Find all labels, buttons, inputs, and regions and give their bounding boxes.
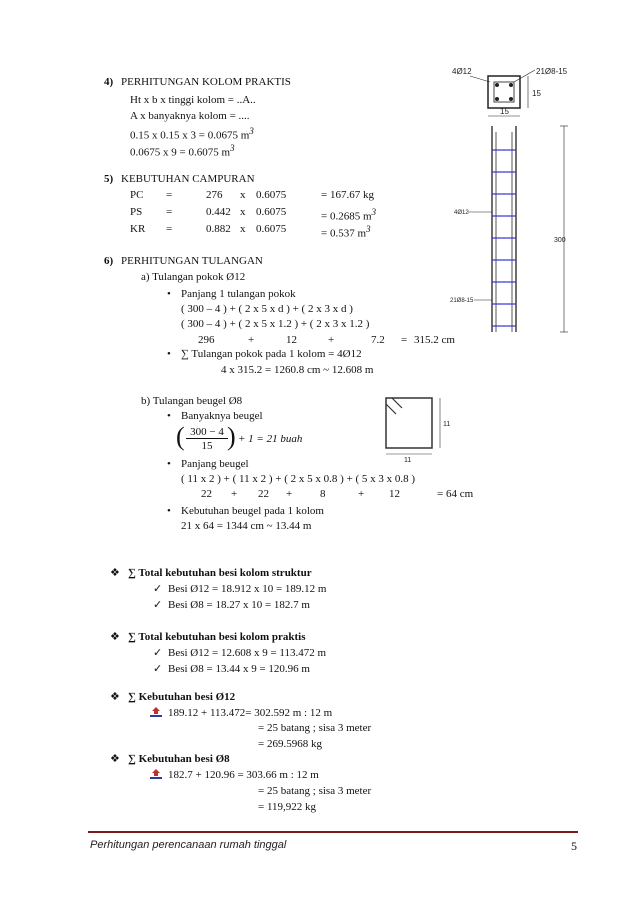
checkmark-icon: ✓ [153, 583, 163, 595]
sum-result: = 64 cm [437, 488, 474, 500]
sum-op: + [328, 334, 335, 346]
d8-batang: = 25 batang ; sisa 3 meter [258, 785, 372, 797]
checkmark-icon: ✓ [153, 599, 163, 611]
total-praktis-title: ∑ Total kebutuhan besi kolom praktis [128, 631, 306, 643]
struktur-d8: Besi Ø8 = 18.27 x 10 = 182.7 m [168, 599, 310, 611]
paren-right: ) [227, 422, 236, 451]
s4-line-4: 0.0675 x 9 = 0.6075 $m^3$ [130, 143, 235, 159]
label-left-mid: 4Ø12 [454, 210, 469, 216]
sum-term: 12 [389, 488, 400, 500]
d12-batang: = 25 batang ; sisa 3 meter [258, 722, 372, 734]
mix-result: = 167.67 kg [321, 189, 374, 201]
dim-bottom: 15 [500, 107, 509, 116]
dim-side: 15 [532, 89, 541, 98]
arrow-bullet-icon [150, 707, 162, 718]
fraction-denominator: 15 [201, 440, 213, 452]
mix-a: 0.882 [206, 223, 231, 235]
fraction-rest: + 1 = 21 buah [238, 433, 303, 445]
mix-result: = 0.537 $m^3$ [321, 224, 371, 240]
stirrup-bottom-dim: 11 [404, 457, 412, 464]
section-4-heading: PERHITUNGAN KOLOM PRAKTIS [121, 76, 291, 88]
mix-material: PC [130, 189, 144, 201]
tulangan-beugel-label: b) Tulangan beugel Ø8 [141, 395, 243, 407]
page-number: 5 [571, 839, 577, 853]
mix-b: 0.6075 [256, 206, 287, 218]
paren-left: ( [176, 422, 185, 451]
mix-eq: = [166, 189, 173, 201]
pokok-formula-2: ( 300 – 4 ) + ( 2 x 5 x 1.2 ) + ( 2 x 3 x 1.2 ) [181, 318, 370, 330]
label-top-left: 4Ø12 [452, 67, 472, 76]
mix-eq: = [166, 206, 173, 218]
s4-line-3: 0.15 x 0.15 x 3 = 0.0675 $m^3$ [130, 126, 254, 142]
tulangan-pokok-label: a) Tulangan pokok Ø12 [141, 271, 246, 283]
mix-eq: = [166, 223, 173, 235]
praktis-d8: Besi Ø8 = 13.44 x 9 = 120.96 m [168, 663, 310, 675]
section-6-heading: PERHITUNGAN TULANGAN [121, 255, 263, 267]
s4-line-2: A x banyaknya kolom = .... [130, 110, 250, 122]
section-5-number: 5) [104, 173, 114, 185]
mix-a: 276 [206, 189, 223, 201]
mix-b: 0.6075 [256, 223, 287, 235]
stirrup-outline [386, 398, 432, 448]
sum-term: 12 [286, 334, 297, 346]
pokok-total-calc: 4 x 315.2 = 1260.8 cm ~ 12.608 m [221, 364, 374, 376]
mix-b: 0.6075 [256, 189, 287, 201]
mix-material: KR [130, 223, 146, 235]
kebutuhan-d8-title: ∑ Kebutuhan besi Ø8 [128, 753, 230, 765]
bullet-panjang-beugel: • Panjang beugel [181, 458, 249, 471]
d12-calc: 189.12 + 113.472= 302.592 m : 12 m [168, 707, 333, 719]
diamond-bullet-icon: ❖ [110, 567, 120, 579]
d12-weight: = 269.5968 kg [258, 738, 322, 750]
sum-op: + [358, 488, 365, 500]
label-left-low: 21Ø8-15 [450, 298, 474, 304]
fraction-numerator: 300 − 4 [186, 426, 228, 439]
height-dimension: 300 [554, 237, 566, 244]
sum-term: 22 [201, 488, 212, 500]
bullet-banyaknya-beugel: • Banyaknya beugel [181, 410, 263, 423]
kebutuhan-d12-title: ∑ Kebutuhan besi Ø12 [128, 691, 236, 703]
mix-result: = 0.2685 $m^3$ [321, 207, 377, 223]
diamond-bullet-icon: ❖ [110, 631, 120, 643]
bullet-panjang-pokok: • Panjang 1 tulangan pokok [181, 288, 296, 301]
bullet-total-pokok: • ∑ Tulangan pokok pada 1 kolom = 4Ø12 [181, 348, 362, 361]
diamond-bullet-icon: ❖ [110, 691, 120, 703]
pokok-formula-1: ( 300 – 4 ) + ( 2 x 5 x d ) + ( 2 x 3 x d ) [181, 303, 353, 315]
sum-op: + [231, 488, 238, 500]
bullet-kebutuhan-beugel: • Kebutuhan beugel pada 1 kolom [181, 505, 324, 518]
struktur-d12: Besi Ø12 = 18.912 x 10 = 189.12 m [168, 583, 327, 595]
mix-op: x [240, 189, 246, 201]
checkmark-icon: ✓ [153, 663, 163, 675]
checkmark-icon: ✓ [153, 647, 163, 659]
section-4-number: 4) [104, 76, 114, 88]
section-5-heading: KEBUTUHAN CAMPURAN [121, 173, 255, 185]
sum-term: 8 [320, 488, 326, 500]
s4-line-1: Ht x b x tinggi kolom = ..A.. [130, 94, 256, 106]
mix-material: PS [130, 206, 143, 218]
sum-term: 22 [258, 488, 269, 500]
sum-term: 7.2 [371, 334, 385, 346]
sum-op: + [286, 488, 293, 500]
mix-a: 0.442 [206, 206, 231, 218]
footer-rule [88, 831, 578, 833]
section-6-number: 6) [104, 255, 114, 267]
beugel-drawing [378, 392, 460, 464]
footer-title: Perhitungan perencanaan rumah tinggal [90, 839, 287, 851]
sum-op: + [248, 334, 255, 346]
beugel-total-calc: 21 x 64 = 1344 cm ~ 13.44 m [181, 520, 312, 532]
mix-op: x [240, 206, 246, 218]
praktis-d12: Besi Ø12 = 12.608 x 9 = 113.472 m [168, 647, 327, 659]
total-struktur-title: ∑ Total kebutuhan besi kolom struktur [128, 567, 312, 579]
stirrup-side-dim: 11 [443, 421, 451, 428]
sum-result: 315.2 cm [414, 334, 455, 346]
kolom-praktis-drawing [440, 62, 580, 347]
mix-op: x [240, 223, 246, 235]
d8-weight: = 119,922 kg [258, 801, 317, 813]
beugel-formula-1: ( 11 x 2 ) + ( 11 x 2 ) + ( 2 x 5 x 0.8 ) + ( 5 x 3 x 0.8 ) [181, 473, 416, 485]
diamond-bullet-icon: ❖ [110, 753, 120, 765]
label-top-right: 21Ø8-15 [536, 67, 568, 76]
sum-eq: = [401, 334, 408, 346]
arrow-bullet-icon [150, 769, 162, 780]
sum-term: 296 [198, 334, 215, 346]
d8-calc: 182.7 + 120.96 = 303.66 m : 12 m [168, 769, 319, 781]
section-outline [488, 76, 520, 108]
